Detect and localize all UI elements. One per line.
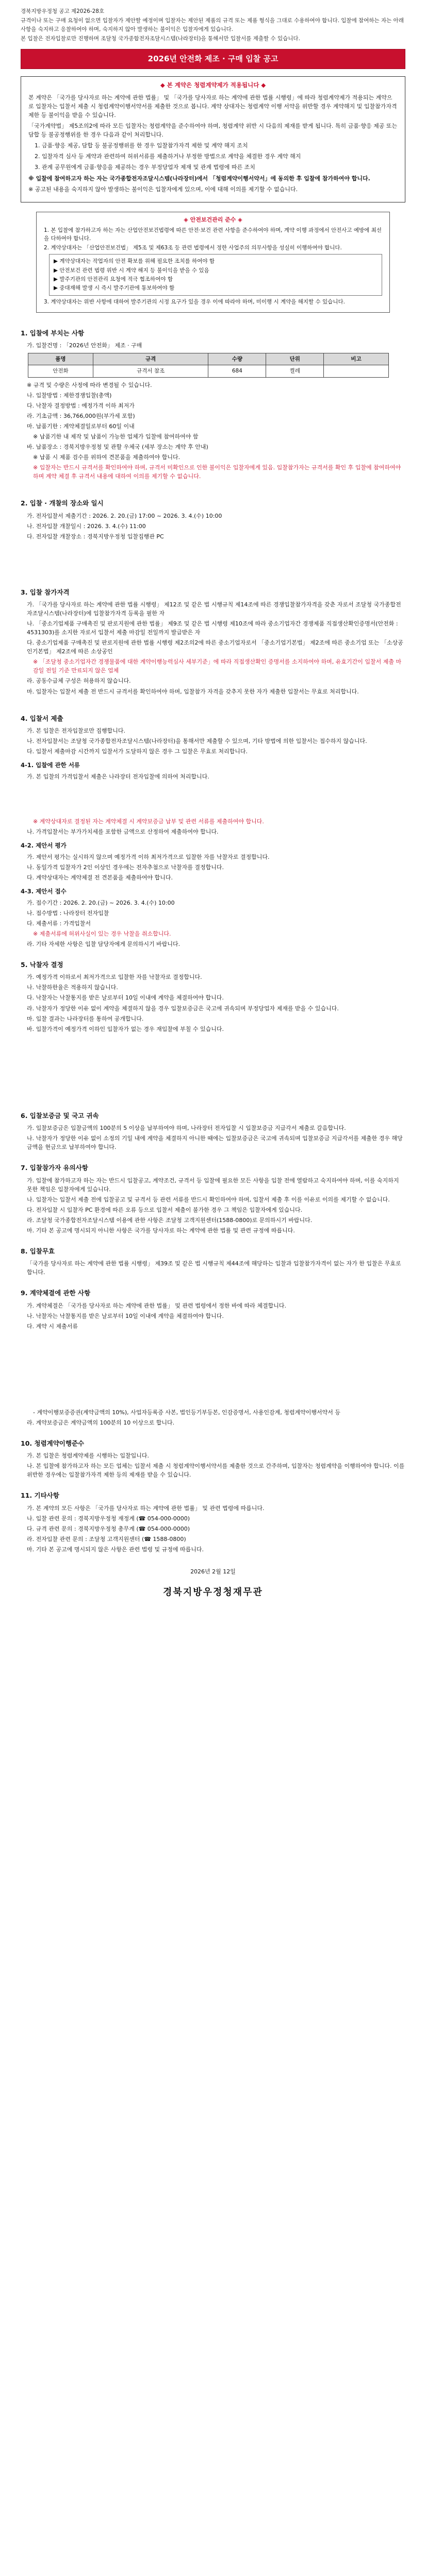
section-10-title: 10. 청렴계약이행준수 — [21, 1439, 85, 1447]
section-8-title: 8. 입찰무효 — [21, 1247, 55, 1255]
section-7 — [21, 1163, 405, 1235]
section-11-p1: 가. 본 계약의 모든 사항은 「국가를 당사자로 하는 계약에 관한 법률」 및 관련 법령에 따릅니다. — [27, 1504, 265, 1512]
safety-notice-item: ▶ 중대재해 발생 시 즉시 발주기관에 통보하여야 함 — [54, 285, 175, 292]
section-1-p4: 다. 낙찰자 결정방법 : 예정가격 이하 최저가 — [27, 402, 135, 409]
page-title: 2026년 안전화 제조 · 구매 입찰 공고 — [21, 49, 405, 69]
section-4-1-p2: ※ 계약상대자로 결정된 자는 계약체결 시 계약보증금 납부 및 관련 서류를 제출하여야 합니다. — [33, 818, 264, 825]
spec-cell — [324, 365, 389, 377]
section-1-p3: 나. 입찰방법 : 제한경쟁입찰(총액) — [27, 392, 112, 399]
section-3-p5: 라. 공동수급체 구성은 허용하지 않습니다. — [27, 677, 131, 685]
section-2 — [21, 498, 405, 541]
safety-notice-head: ◈ 안전보건관리 준수 ◈ — [184, 216, 242, 223]
safety-notice-p1: 1. 본 입찰에 참가하고자 하는 자는 산업안전보건법령에 따른 안전·보건 관련 사항을 준수하여야 하며, 계약 이행 과정에서 안전사고 예방에 최선을 다하여야 합니다. — [44, 227, 382, 242]
section-6-title: 6. 입찰보증금 및 국고 귀속 — [21, 1111, 99, 1120]
safety-notice-inner-box — [49, 254, 382, 295]
section-3-title: 3. 입찰 참가자격 — [21, 588, 70, 596]
section-1-p8: 바. 납품장소 : 경북지방우정청 및 관할 우체국 (세부 장소는 계약 후 안내) — [27, 444, 208, 450]
issuing-organization: 경북지방우정청재무관 — [163, 1587, 263, 1598]
notice-number: 경북지방우정청 공고 제2026-28호 — [21, 8, 105, 14]
section-2-p1: 가. 전자입찰서 제출기간 : 2026. 2. 20.(금) 17:00 ~ 2026. 3. 4.(수) 10:00 — [27, 512, 222, 519]
spec-col-header: 규격 — [93, 353, 208, 365]
section-4-2-p3: 다. 계약상대자는 계약체결 전 견본품을 제출하여야 합니다. — [27, 874, 173, 881]
section-5-p2: 나. 낙찰하한율은 적용하지 않습니다. — [27, 984, 118, 991]
integrity-notice-box — [21, 76, 405, 202]
section-7-p1: 가. 입찰에 참가하고자 하는 자는 반드시 입찰공고, 계약조건, 규격서 등 입찰에 필요한 모든 사항을 입찰 전에 열람하고 숙지하여야 하며, 이를 숙지하지 못한 책임은 입찰자에게 있습니다. — [27, 1177, 399, 1193]
section-11-p3: 다. 규격 관련 문의 : 경북지방우정청 총무계 (☎ 054-000-0000) — [27, 1525, 190, 1532]
section-9-title: 9. 계약체결에 관한 사항 — [21, 1289, 91, 1297]
spec-cell: 규격서 참조 — [93, 365, 208, 377]
section-4-p1: 가. 본 입찰은 전자입찰로만 집행합니다. — [27, 727, 125, 734]
section-11 — [21, 1490, 405, 1554]
section-9-p5: 라. 계약보증금은 계약금액의 100분의 10 이상으로 합니다. — [27, 1419, 175, 1426]
section-11-p5: 마. 기타 본 공고에 명시되지 않은 사항은 관련 법령 및 규정에 따릅니다. — [27, 1546, 204, 1553]
section-3-p3: 다. 중소기업제품 구매촉진 및 판로지원에 관한 법률 시행령 제2조의2에 따른 중소기업자로서 「중소기업기본법」 제2조에 따른 중소기업 또는 「소상공인기본법」 제2조에 따른 소상공인 — [27, 639, 403, 655]
spec-table — [28, 353, 389, 378]
safety-notice-box — [36, 212, 390, 313]
announcement-date: 2026년 2월 12일 — [190, 1568, 236, 1575]
integrity-notice-p4: ※ 공고된 내용을 숙지하지 않아 발생하는 불이익은 입찰자에게 있으며, 이에 대해 이의를 제기할 수 없습니다. — [28, 185, 298, 193]
header-line-1: 규격이나 또는 구매 요청이 없으면 입찰자가 제안할 예정이며 입찰자는 제안된 제품의 규격 또는 제품 형식을 그대로 수용하여야 합니다. 입찰에 참여하는 자는 아래 사항을 숙지하고 응찰하여야 하며, 숙지하지 않아 발생하는 불이익은 입찰자에게 있습니다. — [21, 18, 404, 32]
header-line-2: 본 입찰은 전자입찰로만 진행하며 조달청 국가종합전자조달시스템(나라장터)을 통해서만 입찰서를 제출할 수 있습니다. — [21, 35, 300, 42]
section-3-p1: 가. 「국가를 당사자로 하는 계약에 관한 법률 시행령」 제12조 및 같은 법 시행규칙 제14조에 따른 경쟁입찰참가자격을 갖춘 자로서 조달청 국가종합전자조달시스템(나라장터)에 입찰참가자격 등록을 필한 자 — [27, 601, 401, 617]
section-3-p4: ※ 「조달청 중소기업자간 경쟁물품에 대한 계약이행능력심사 세부기준」에 따라 직접생산확인 증명서를 소지하여야 하며, 유효기간이 입찰서 제출 마감일 전일 기준 만료되지 않은 업체 — [33, 658, 402, 674]
section-4-2-p2: 나. 동일가격 입찰자가 2인 이상인 경우에는 전자추첨으로 낙찰자를 결정합니다. — [27, 863, 224, 871]
section-8 — [21, 1246, 405, 1277]
section-5-p5: 마. 입찰 결과는 나라장터를 통하여 공개합니다. — [27, 1015, 144, 1022]
section-10-p1: 가. 본 입찰은 청렴계약제를 시행하는 입찰입니다. — [27, 1452, 149, 1460]
safety-notice-item: ▶ 안전보건 관련 법령 위반 시 계약 해지 등 불이익을 받을 수 있음 — [54, 267, 209, 274]
section-4-1-p3: 나. 가격입찰서는 부가가치세를 포함한 금액으로 산정하여 제출하여야 합니다. — [27, 828, 219, 835]
section-6-p2: 나. 낙찰자가 정당한 이유 없이 소정의 기일 내에 계약을 체결하지 아니한 때에는 입찰보증금은 국고에 귀속되며 입찰보증금 지급각서를 제출한 경우 해당 금액을 현금으로 납부하여야 합니다. — [27, 1135, 403, 1151]
spec-table-header — [28, 353, 389, 365]
integrity-notice-p3: ※ 입찰에 참여하고자 하는 자는 국가종합전자조달시스템(나라장터)에서 「청렴계약이행서약서」에 동의한 후 입찰에 참가하여야 합니다. — [28, 175, 370, 182]
section-2-p2: 나. 전자입찰 개찰일시 : 2026. 3. 4.(수) 11:00 — [27, 522, 146, 530]
section-1-p9: ※ 납품 시 제품 검수를 위하여 견본품을 제출하여야 합니다. — [33, 454, 181, 461]
table-row — [28, 365, 389, 377]
spec-cell: 안전화 — [28, 365, 93, 377]
section-2-title: 2. 입찰 · 개찰의 장소와 일시 — [21, 499, 104, 507]
section-4-3-p2: 나. 접수방법 : 나라장터 전자입찰 — [27, 909, 109, 917]
spec-col-header: 수량 — [208, 353, 266, 365]
section-5-p3: 다. 낙찰자는 낙찰통지를 받은 날로부터 10일 이내에 계약을 체결하여야 합니다. — [27, 994, 224, 1002]
safety-notice-p2: 2. 계약상대자는 「산업안전보건법」 제5조 및 제63조 등 관련 법령에서 정한 사업주의 의무사항을 성실히 이행하여야 합니다. — [44, 245, 342, 251]
header-note — [21, 7, 405, 43]
section-5-p4: 라. 낙찰자가 정당한 이유 없이 계약을 체결하지 않을 경우 입찰보증금은 국고에 귀속되며 부정당업자 제재를 받을 수 있습니다. — [27, 1005, 339, 1012]
section-7-title: 7. 입찰참가자 유의사항 — [21, 1164, 88, 1172]
section-4 — [21, 714, 405, 948]
section-4-3-p5: 라. 기타 자세한 사항은 입찰 담당자에게 문의하시기 바랍니다. — [27, 940, 181, 947]
section-9-p1: 가. 계약체결은 「국가를 당사자로 하는 계약에 관한 법률」 및 관련 법령에서 정한 바에 따라 체결합니다. — [27, 1302, 286, 1309]
section-3-p2: 나. 「중소기업제품 구매촉진 및 판로지원에 관한 법률」 제9조 및 같은 법 시행령 제10조에 따라 중소기업자간 경쟁제품 직접생산확인증명서(안전화 : 4531303)를 소지한 자로서 입찰서 제출 마감일 전일까지 발급받은 자 — [27, 620, 398, 636]
section-2-p3: 다. 전자입찰 개찰장소 : 경북지방우정청 입찰집행관 PC — [27, 533, 164, 540]
section-11-p2: 나. 입찰 관련 문의 : 경북지방우정청 재정계 (☎ 054-000-0000) — [27, 1515, 190, 1522]
integrity-notice-head: ◆ 본 계약은 청렴계약제가 적용됩니다 ◆ — [160, 81, 266, 89]
section-4-1-title: 4-1. 입찰에 관한 서류 — [21, 761, 80, 769]
section-4-p3: 다. 입찰서 제출마감 시간까지 입찰서가 도달하지 않은 경우 그 입찰은 무효로 처리합니다. — [27, 748, 248, 755]
section-5-p6: 바. 입찰가격이 예정가격 이하인 입찰자가 없는 경우 재입찰에 부칠 수 있습니다. — [27, 1025, 224, 1032]
section-4-1-p1: 가. 본 입찰의 가격입찰서 제출은 나라장터 전자입찰에 의하여 처리합니다. — [27, 773, 209, 780]
section-1-p10: ※ 입찰자는 반드시 규격서를 확인하여야 하며, 규격서 미확인으로 인한 불이익은 입찰자에게 있음. 입찰참가자는 규격서를 확인 후 입찰에 참여하여야 하며 계약 체결 후 규격서 내용에 대하여 이의를 제기할 수 없습니다. — [33, 464, 401, 480]
section-4-3-title: 4-3. 제안서 접수 — [21, 887, 67, 895]
section-11-title: 11. 기타사항 — [21, 1492, 59, 1500]
integrity-notice-li3: 3. 관계 공무원에게 금품·향응을 제공하는 경우 부정당업자 제재 및 관계 법령에 따른 조치 — [35, 164, 255, 171]
integrity-notice-li2: 2. 입찰자격 심사 등 계약과 관련하여 허위서류를 제출하거나 부정한 방법으로 계약을 체결한 경우 계약 해지 — [35, 153, 301, 160]
section-6 — [21, 1111, 405, 1152]
section-9-p2: 나. 낙찰자는 낙찰통지를 받은 날로부터 10일 이내에 계약을 체결하여야 합니다. — [27, 1312, 224, 1319]
section-7-p3: 다. 전자입찰 시 입찰자 PC 환경에 따른 오류 등으로 입찰서 제출이 불가한 경우 그 책임은 입찰자에게 있습니다. — [27, 1206, 303, 1213]
section-7-p2: 나. 입찰자는 입찰서 제출 전에 입찰공고 및 규격서 등 관련 서류를 반드시 확인하여야 하며, 입찰서 제출 후 이를 이유로 이의를 제기할 수 없습니다. — [27, 1196, 390, 1203]
section-4-p2: 나. 전자입찰서는 조달청 국가종합전자조달시스템(나라장터)을 통해서만 제출할 수 있으며, 기타 방법에 의한 입찰서는 접수하지 않습니다. — [27, 737, 367, 744]
safety-notice-p3: 3. 계약상대자는 위반 사항에 대하여 발주기관의 시정 요구가 있을 경우 이에 따라야 하며, 미이행 시 계약을 해지할 수 있습니다. — [44, 298, 345, 305]
integrity-notice-p2: 「국가계약법」 제5조의2에 따라 모든 입찰자는 청렴계약을 준수하여야 하며, 청렴계약 위반 시 다음의 제재를 받게 됩니다. 특히 금품·향응 제공 또는 담합 등 불공정행위를 한 경우 다음과 같이 처리합니다. — [28, 123, 398, 139]
section-6-p1: 가. 입찰보증금은 입찰금액의 100분의 5 이상을 납부하여야 하며, 나라장터 전자입찰 시 입찰보증금 지급각서 제출로 갈음합니다. — [27, 1125, 346, 1132]
section-1-title: 1. 입찰에 부치는 사항 — [21, 329, 85, 337]
section-9-p3: 다. 계약 시 제출서류 — [27, 1323, 78, 1330]
section-10 — [21, 1438, 405, 1480]
spec-col-header: 비고 — [324, 353, 389, 365]
section-4-3-p3: 다. 제출서류 : 가격입찰서 — [27, 920, 91, 927]
section-9-p4: - 계약이행보증증권(계약금액의 10%), 사업자등록증 사본, 법인등기부등본, 인감증명서, 사용인감계, 청렴계약이행서약서 등 — [33, 1409, 340, 1416]
section-7-p5: 마. 기타 본 공고에 명시되지 아니한 사항은 국가를 당사자로 하는 계약에 관한 법률 및 관련 규정에 따릅니다. — [27, 1227, 295, 1234]
section-10-p2: 나. 본 입찰에 참가하고자 하는 모든 업체는 입찰서 제출 시 청렴계약이행서약서를 제출한 것으로 간주하며, 입찰자는 청렴계약을 이행하여야 합니다. 이를 위반한 경우에는 입찰참가자격 제한 등의 제재를 받을 수 있습니다. — [27, 1463, 405, 1479]
spec-cell: 켤레 — [266, 365, 324, 377]
spec-cell: 684 — [208, 365, 266, 377]
section-4-3-p1: 가. 접수기간 : 2026. 2. 20.(금) ~ 2026. 3. 4.(수) 10:00 — [27, 899, 175, 906]
safety-notice-item: ▶ 계약상대자는 작업자의 안전 확보를 위해 필요한 조치를 하여야 함 — [54, 258, 215, 265]
section-3 — [21, 587, 405, 696]
section-1-p2: ※ 규격 및 수량은 사정에 따라 변경될 수 있습니다. — [27, 381, 152, 388]
section-4-title: 4. 입찰서 제출 — [21, 714, 63, 722]
section-1-p6: 마. 납품기한 : 계약체결일로부터 60일 이내 — [27, 422, 135, 430]
section-9 — [21, 1288, 405, 1427]
section-11-p4: 라. 전자입찰 관련 문의 : 조달청 고객지원센터 (☎ 1588-0800) — [27, 1535, 186, 1543]
section-1-p1: 가. 입찰건명 : 「2026년 안전화」 제조 · 구매 — [27, 342, 142, 349]
spec-col-header: 단위 — [266, 353, 324, 365]
section-5 — [21, 960, 405, 1033]
section-8-p1: 「국가를 당사자로 하는 계약에 관한 법률 시행령」 제39조 및 같은 법 시행규칙 제44조에 해당하는 입찰과 입찰참가자격이 없는 자가 한 입찰은 무효로 합니다. — [27, 1260, 401, 1276]
section-4-3-p4: ※ 제출서류에 허위사실이 있는 경우 낙찰을 취소합니다. — [33, 930, 171, 937]
section-4-2-p1: 가. 제안서 평가는 실시하지 않으며 예정가격 이하 최저가격으로 입찰한 자를 낙찰자로 결정합니다. — [27, 853, 270, 860]
integrity-notice-li1: 1. 금품·향응 제공, 담합 등 불공정행위를 한 경우 입찰참가자격 제한 및 계약 해지 조치 — [35, 142, 248, 149]
section-5-title: 5. 낙찰자 결정 — [21, 961, 63, 969]
section-1 — [21, 328, 405, 481]
section-4-2-title: 4-2. 제안서 평가 — [21, 842, 67, 850]
safety-notice-item: ▶ 발주기관의 안전관리 요청에 적극 협조하여야 함 — [54, 276, 173, 282]
section-5-p1: 가. 예정가격 이하로서 최저가격으로 입찰한 자를 낙찰자로 결정합니다. — [27, 974, 202, 981]
section-1-p7: ※ 납품기한 내 제작 및 납품이 가능한 업체가 입찰에 참여하여야 함 — [33, 433, 199, 440]
integrity-notice-p1: 본 계약은 「국가를 당사자로 하는 계약에 관한 법률」 및 「국가를 당사자로 하는 계약에 관한 법률 시행령」에 따라 청렴계약제가 적용되는 계약으로 입찰자는 입찰서 제출 시 청렴계약이행서약서를 제출한 것으로 봅니다. 계약 상대자는 청렴계약 이행 서약을 위반할 경우 계약해지 및 입찰참가자격 제한 등 불이익을 받을 수 있습니다. — [28, 94, 397, 119]
section-7-p4: 라. 조달청 국가종합전자조달시스템 이용에 관한 사항은 조달청 고객지원센터(1588-0800)로 문의하시기 바랍니다. — [27, 1216, 313, 1224]
section-3-p6: 마. 입찰자는 입찰서 제출 전 반드시 규격서를 확인하여야 하며, 입찰참가 자격을 갖추지 못한 자가 제출한 입찰서는 무효로 처리합니다. — [27, 688, 359, 695]
section-1-p5: 라. 기초금액 : 36,766,000원(부가세 포함) — [27, 412, 135, 419]
spec-col-header: 품명 — [28, 353, 93, 365]
